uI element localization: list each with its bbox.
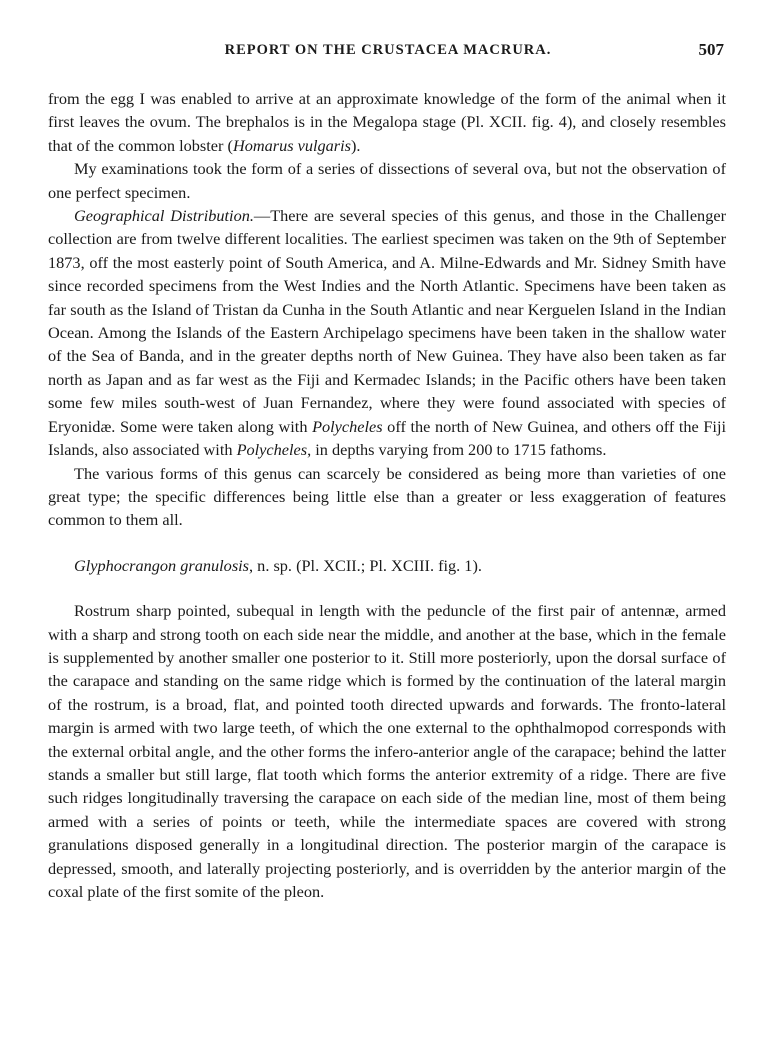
genus-name-italic: Polycheles — [236, 440, 308, 460]
paragraph-description — [48, 599, 726, 903]
genus-name-italic: Polycheles — [312, 416, 383, 436]
paragraph-text: —There are several species of this genus, and those in the Challenger collection are from twelve different localities. The earliest specimen was taken on the 9th of September 1873, off the most easterly point of South America, and A. Milne-Edwards and Mr. Sidney Smith have since recorded specimens from the West Indies and the North Atlantic. Specimens have been taken as far south as the Island of Tristan da Cunha in the South Atlantic and near Kerguelen Island in the Indian Ocean. Among the Islands of the Eastern Archipelago specimens have been taken in the shallow water of the Sea of Banda, and in the greater depths north of New Guinea. They have also been taken as far north as Japan and as far west as the Fiji and Kermadec Islands; in the Pacific others have been taken some few miles south-west of Juan Fernandez, where they were found associated with species of Eryonidæ. Some were taken along with — [48, 206, 726, 436]
paragraph-text: The various forms of this genus can scarcely be considered as being more than varieties of one great type; the specific differences being little else than a greater or less exaggeration of features common to them all. — [48, 463, 726, 530]
paragraph-examinations — [48, 157, 726, 204]
section-label-italic: Geographical Distribution. — [74, 206, 254, 226]
body-text — [48, 87, 726, 903]
species-heading-rest: , n. sp. (Pl. XCII.; Pl. XCIII. fig. 1). — [249, 555, 482, 575]
paragraph-continuation — [48, 87, 726, 157]
paragraph-distribution — [48, 204, 726, 461]
page-number: 507 — [698, 40, 724, 59]
running-title: REPORT ON THE CRUSTACEA MACRURA. — [224, 42, 552, 58]
species-name-italic: Homarus vulgaris — [232, 135, 351, 155]
paragraph-text: from the egg I was enabled to arrive at an approximate knowledge of the form of the animal when it first leaves the ovum. The brephalos is in the Megalopa stage (Pl. XCII. fig. 4), and closely resembles that of the common lobster ( — [48, 89, 726, 155]
paragraph-text: ). — [351, 135, 361, 155]
paragraph-text: , in depths varying from 200 to 1715 fathoms. — [307, 440, 607, 460]
paragraph-text: Rostrum sharp pointed, subequal in length with the peduncle of the first pair of antennæ, armed with a sharp and strong tooth on each side near the middle, and another at the base, which in the female is supplemented by another smaller one posterior to it. Still more posteriorly, upon the dorsal surface of the carapace and standing on the same ridge which is formed by the continuation of the lateral margin of the rostrum, is a broad, flat, and pointed tooth directed upwards and forwards. The fronto-lateral margin is armed with two large teeth, of which the one external to the ophthalmopod corresponds with the external orbital angle, and the other forms the infero-anterior angle of the carapace; behind the latter stands a smaller but still large, flat tooth which forms the anterior extremity of a ridge. There are five such ridges longitudinally traversing the carapace on each side of the median line, most of them being armed with a series of points or teeth, while the intermediate spaces are covered with strong granulations disposed generally in a longitudinal direction. The posterior margin of the carapace is depressed, smooth, and laterally projecting posteriorly, and is overridden by the anterior margin of the coxal plate of the first somite of the pleon. — [48, 601, 726, 901]
species-heading — [48, 554, 726, 577]
paragraph-text: My examinations took the form of a series of dissections of several ova, but not the observation of one perfect specimen. — [48, 159, 726, 202]
paragraph-forms — [48, 462, 726, 532]
species-heading-name: Glyphocrangon granulosis — [74, 555, 250, 575]
paragraph-text: off the north of New Guinea, and others off the Fiji Islands, also associated with — [48, 416, 726, 460]
running-head — [48, 42, 728, 66]
